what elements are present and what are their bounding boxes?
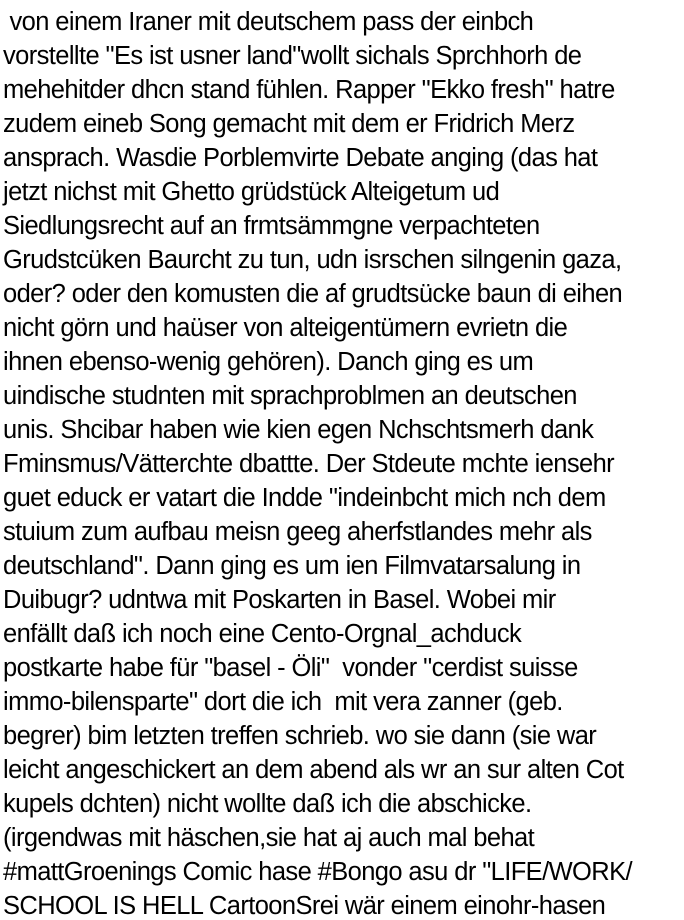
text-line: begrer) bim letzten treffen schrieb. wo sie dann (sie war bbox=[3, 722, 597, 750]
text-line: Siedlungsrecht auf an frmtsämmgne verpachteten bbox=[3, 212, 540, 240]
text-line: zudem eineb Song gemacht mit dem er Fridrich Merz bbox=[3, 110, 575, 138]
text-line: leicht angeschickert an dem abend als wr an sur alten Cot bbox=[3, 756, 624, 784]
text-line: #mattGroenings Comic hase #Bongo asu dr "LIFE/WORK/ bbox=[3, 858, 632, 886]
text-line: mehehitder dhcn stand fühlen. Rapper "Ekko fresh" hatre bbox=[3, 76, 615, 104]
text-line: nicht görn und haüser von alteigentümern evrietn die bbox=[3, 314, 568, 342]
text-line: deutschland". Dann ging es um ien Filmvatarsalung in bbox=[3, 552, 581, 580]
text-line: kupels dchten) nicht wollte daß ich die abschicke. bbox=[3, 790, 532, 818]
text-line: Grudstcüken Baurcht zu tun, udn isrschen silngenin gaza, bbox=[3, 246, 622, 274]
text-line: postkarte habe für "basel - Öli" vonder "cerdist suisse bbox=[3, 654, 578, 682]
text-line: jetzt nichst mit Ghetto grüdstück Alteigetum ud bbox=[3, 178, 500, 206]
text-line: guet educk er vatart die Indde "indeinbcht mich nch dem bbox=[3, 484, 606, 512]
text-line: oder? oder den komusten die af grudtsücke baun di eihen bbox=[3, 280, 623, 308]
text-line: vorstellte "Es ist usner land"wollt sichals Sprchhorh de bbox=[3, 42, 582, 70]
text-line: (irgendwas mit häschen,sie hat aj auch mal behat bbox=[3, 824, 535, 852]
text-line: ihnen ebenso-wenig gehören). Danch ging es um bbox=[3, 348, 534, 376]
text-line: stuium zum aufbau meisn geeg aherfstlandes mehr als bbox=[3, 518, 592, 546]
text-line: uindische studnten mit sprachproblmen an deutschen bbox=[3, 382, 577, 410]
text-line: von einem Iraner mit deutschem pass der einbch bbox=[3, 8, 534, 36]
text-line: Duibugr? udntwa mit Poskarten in Basel. Wobei mir bbox=[3, 586, 556, 614]
text-line: enfällt daß ich noch eine Cento-Orgnal_achduck bbox=[3, 620, 522, 648]
text-line: Fminsmus/Vätterchte dbattte. Der Stdeute mchte iensehr bbox=[3, 450, 615, 478]
text-line: ansprach. Wasdie Porblemvirte Debate anging (das hat bbox=[3, 144, 598, 172]
text-line: immo-bilensparte" dort die ich mit vera zanner (geb. bbox=[3, 688, 563, 716]
text-line: SCHOOL IS HELL CartoonSrei wär einem einohr-hasen bbox=[3, 892, 606, 920]
text-line: unis. Shcibar haben wie kien egen Nchschtsmerh dank bbox=[3, 416, 594, 444]
